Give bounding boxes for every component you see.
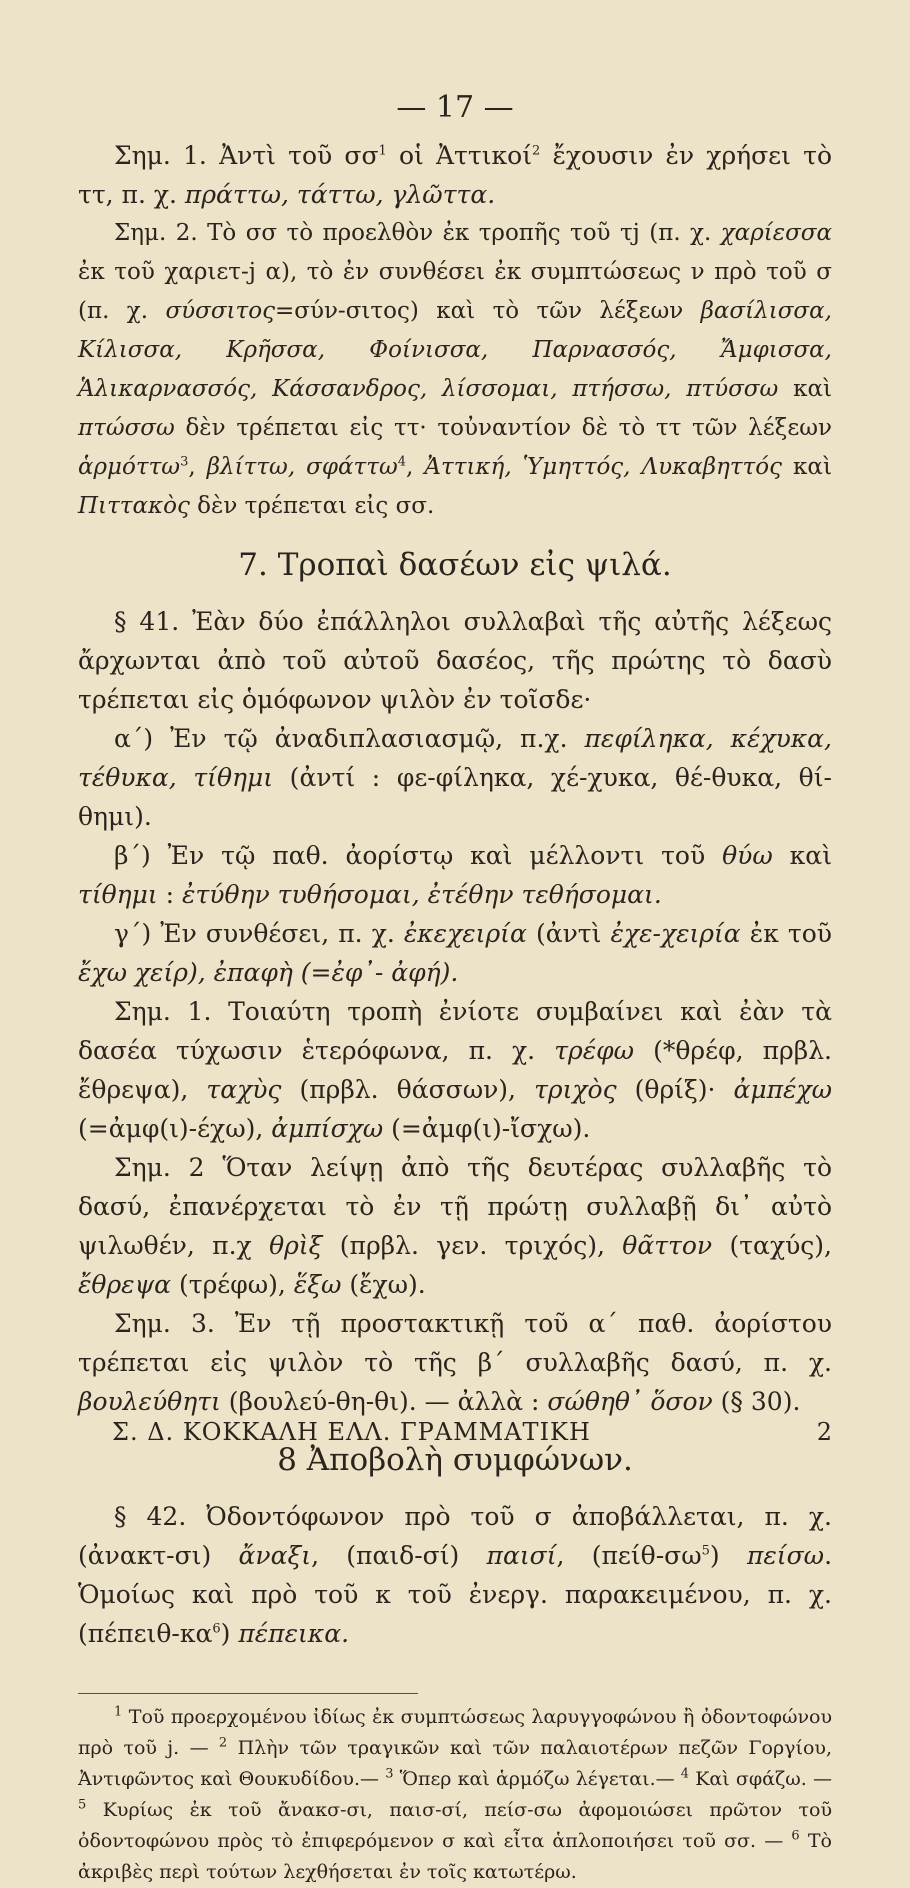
note-7-3: Σημ. 3. Ἐν τῇ προστακτικῇ τοῦ α΄ παθ. ἀορίστου τρέπεται εἰς ψιλὸν τὸ τῆς β΄ συλλαβῆς δασύ, π. χ. βουλεύθητι (βουλεύ-θη-θι). — ἀλλὰ : σώθηθ᾽ ὅσον (§ 30). xyxy=(78,1309,833,1416)
rule-b: β΄) Ἐν τῷ παθ. ἀορίστῳ καὶ μέλλοντι τοῦ θύω καὶ τίθημι : ἐτύθην τυθήσομαι, ἐτέθην τεθήσομαι. xyxy=(78,841,832,909)
note-7-1: Σημ. 1. Τοιαύτη τροπὴ ἐνίοτε συμβαίνει καὶ ἐὰν τὰ δασέα τύχωσιν ἑτερόφωνα, π. χ. τρέφω (*θρέφ, πρβλ. ἔθρεψα), ταχὺς (πρβλ. θάσσων), τριχὸς (θρίξ)· ἀμπέχω (=ἀμφ(ι)-έχω), ἀμπίσχω (=ἀμφ(ι)-ἴσχω). xyxy=(78,997,833,1143)
paragraph-label: § 41. xyxy=(114,607,180,636)
rule-a: α΄) Ἐν τῷ ἀναδιπλασιασμῷ, π.χ. πεφίληκα, κέχυκα, τέθυκα, τίθημι (ἀντί : φε-φίληκα, χέ-χυκα, θέ-θυκα, θί-θημι). xyxy=(78,724,832,831)
sheet-number: 2 xyxy=(816,1418,832,1446)
page-number: — 17 — xyxy=(396,90,514,125)
footnote-divider xyxy=(78,1693,418,1694)
footnote-5: Κυρίως ἐκ τοῦ ἄνακσ-σι, παισ-σί, πείσ-σω ἀφομοιώσει πρῶτον τοῦ ὀδοντοφώνου πρὸς τὸ ἐπιφερόμενον σ καὶ εἶτα ἁπλοποιήσει τοῦ σσ. — xyxy=(78,1799,832,1852)
rule-c: γ΄) Ἐν συνθέσει, π. χ. ἐκεχειρία (ἀντὶ ἐχε-χειρία ἐκ τοῦ ἔχω χείρ), ἐπαφὴ (=ἐφ᾽- ἀφή). xyxy=(78,919,832,987)
section-8-heading: 8 Ἀποβολὴ συμφώνων. xyxy=(277,1442,633,1478)
note-label: Σημ. 1. xyxy=(114,141,207,170)
note-label: Σημ. 2 xyxy=(114,1153,205,1182)
note-label: Σημ. 1. xyxy=(114,997,212,1026)
note-1: Σημ. 1. Ἀντὶ τοῦ $\sigma\sigma^1$ οἱ Ἀττικοί$^2$ ἔχουσιν ἐν χρήσει τὸ ττ, π. χ. πράττω, τάττω, γλῶττα. xyxy=(78,141,832,209)
footnote-6: Τὸ ἀκριβὲς περὶ τούτων λεχθήσεται ἐν τοῖς κατωτέρω. xyxy=(78,1830,832,1883)
paragraph-41: § 41. Ἐὰν δύο ἐπάλληλοι συλλαβαὶ τῆς αὐτῆς λέξεως ἄρχωνται ἀπὸ τοῦ αὐτοῦ δασέος, τῆς πρώτης τὸ δασὺ τρέπεται εἰς ὁμόφωνον ψιλὸν ἐν τοῖσδε· xyxy=(78,607,832,714)
note-2: Σημ. 2. Τὸ σσ τὸ προελθὸν ἐκ τροπῆς τοῦ τj (π. χ. χαρίεσσα ἐκ τοῦ χαριετ-j α), τὸ ἐν συνθέσει ἐκ συμπτώσεως ν πρὸ τοῦ σ (π. χ. σύσσιτος=σύν-σιτος) καὶ τὸ τῶν λέξεων βασίλισσα, Κίλισσα, Κρῆσσα, Φοίνισσα, Παρνασσός, Ἄμφισσα, Ἁλικαρνασσός, Κάσσανδρος, λίσσομαι, πτήσσω, πτύσσω καὶ πτώσσω δὲν τρέπεται εἰς ττ· τοὐναντίον δὲ τὸ ττ τῶν λέξεων ἁρμόττω$^3$, βλίττω, σφάττω$^4$, Ἀττική, Ὑμηττός, Λυκαβηττός καὶ Πιττακὸς δὲν τρέπεται εἰς σσ. xyxy=(78,220,833,519)
paragraph-42: § 42. Ὀδοντόφωνον πρὸ τοῦ σ ἀποβάλλεται, π. χ. (ἀνακτ-σι) ἄναξι, (παιδ-σί) παισί, $(\pi\varepsilon ί\theta-\sigma\omega^5)$ πείσω. Ὁμοίως καὶ πρὸ τοῦ κ τοῦ ἐνεργ. παρακειμένου, π. χ. $(\pi έ\pi\varepsilon\iota\theta-\kappa\alpha^6)$ πέπεικα. xyxy=(78,1502,833,1648)
note-7-2: Σημ. 2 Ὅταν λείψῃ ἀπὸ τῆς δευτέρας συλλαβῆς τὸ δασύ, ἐπανέρχεται τὸ ἐν τῇ πρώτῃ συλλαβῇ δι᾽ αὐτὸ ψιλωθέν, π.χ θρὶξ (πρβλ. γεν. τριχός), θᾶττον (ταχύς), ἔθρεψα (τρέφω), ἕξω (ἔχω). xyxy=(78,1153,833,1299)
page-footer xyxy=(112,1418,832,1446)
note-label: Σημ. 3. xyxy=(114,1309,215,1338)
footnotes: $^1$ Τοῦ προερχομένου ἰδίως ἐκ συμπτώσεως λαρυγγοφώνου ἢ ὀδοντοφώνου πρὸ τοῦ j. — $^2$ Πλὴν τῶν τραγικῶν καὶ τῶν παλαιοτέρων πεζῶν Γοργίου, Ἀντιφῶντος καὶ Θουκυδίδου.— $^3$ Ὅπερ καὶ ἁρμόζω λέγεται.— $^4$ Καὶ σφάζω. — $^5$ Κυρίως ἐκ τοῦ ἄνακσ-σι, παισ-σί, πείσ-σω ἀφομοιώσει πρῶτον τοῦ ὀδοντοφώνου πρὸς τὸ ἐπιφερόμενον σ καὶ εἶτα ἁπλοποιήσει τοῦ σσ. — $^6$ Τὸ ἀκριβὲς περὶ τούτων λεχθήσεται ἐν τοῖς κατωτέρω. xyxy=(78,1704,832,1883)
footnote-4: Καὶ σφάζω. — xyxy=(695,1768,832,1790)
footnote-1: Τοῦ προερχομένου ἰδίως ἐκ συμπτώσεως λαρυγγοφώνου ἢ ὀδοντοφώνου πρὸ τοῦ j. — xyxy=(78,1706,832,1759)
printer-signature: Σ. Δ. ΚΟΚΚΑΛΗ ΕΛΛ. ΓΡΑΜΜΑΤΙΚΗ xyxy=(112,1418,591,1446)
note-label: Σημ. 2. xyxy=(114,220,198,246)
footnote-3: Ὅπερ καὶ ἁρμόζω λέγεται.— xyxy=(399,1768,681,1790)
section-7-heading: 7. Τροπαὶ δασέων εἰς ψιλά. xyxy=(238,547,672,583)
footnote-2: Πλὴν τῶν τραγικῶν καὶ τῶν παλαιοτέρων πεζῶν Γοργίου, Ἀντιφῶντος καὶ Θουκυδίδου.— xyxy=(78,1737,832,1790)
paragraph-label: § 42. xyxy=(114,1502,187,1531)
